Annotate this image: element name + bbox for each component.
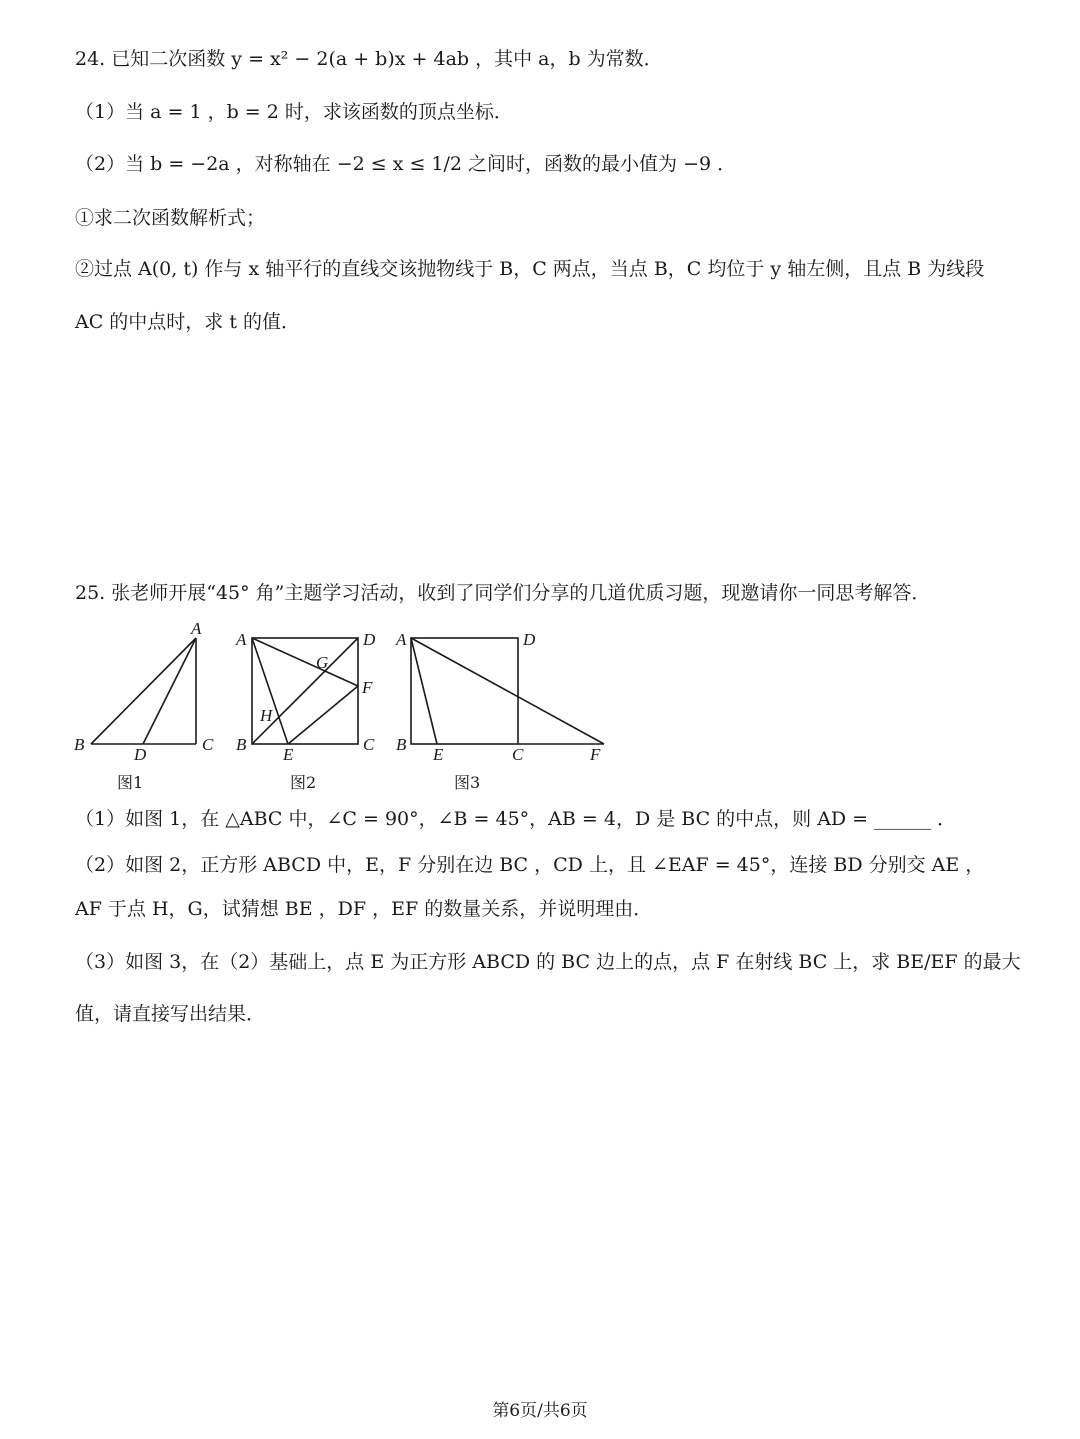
fig3-label-e: E	[433, 745, 444, 764]
fig2-label-h: H	[260, 706, 273, 725]
fig1-segment-ad	[143, 638, 196, 744]
fig1-label-b: B	[74, 735, 85, 754]
fig3-label-a: A	[396, 630, 407, 649]
q25-part3-line1: （3）如图 3，在（2）基础上，点 E 为正方形 ABCD 的 BC 边上的点，点 F 在射线 BC 上，求 BE/EF 的最大	[75, 951, 1021, 973]
q24-sub1: ①求二次函数解析式；	[75, 207, 266, 229]
fig3-label-f: F	[590, 745, 601, 764]
fig2-segment-ef	[288, 686, 358, 744]
fig3-caption: 图3	[454, 773, 481, 792]
q25-part3-line2: 值，请直接写出结果．	[75, 1003, 266, 1025]
fig3-label-c: C	[512, 745, 524, 764]
fig2-label-b: B	[236, 735, 247, 754]
fig3-square	[411, 638, 518, 744]
fig1-segment-ab	[91, 638, 196, 744]
fig2-label-d: D	[363, 630, 376, 649]
fig1-caption: 图1	[117, 773, 144, 792]
fig2-label-c: C	[363, 735, 375, 754]
fig1-label-a: A	[191, 619, 202, 638]
q24-stem: 24. 已知二次函数 y = x² − 2(a + b)x + 4ab ，其中 a，b 为常数．	[75, 48, 663, 70]
q25-part1: （1）如图 1，在 △ABC 中，∠C = 90°，∠B = 45°，AB = 4，D 是 BC 的中点，则 AD = ______ ．	[75, 808, 957, 830]
q24-sub2-line2: AC 的中点时，求 t 的值．	[75, 311, 301, 333]
q24-sub2-line1: ②过点 A(0, t) 作与 x 轴平行的直线交该抛物线于 B，C 两点，当点 B，C 均位于 y 轴左侧，且点 B 为线段	[75, 258, 985, 280]
fig3-label-b: B	[396, 735, 407, 754]
fig2-label-f: F	[362, 678, 373, 697]
fig3-segment-ae	[411, 638, 437, 744]
q24-part1: （1）当 a = 1 ，b = 2 时，求该函数的顶点坐标．	[75, 101, 513, 123]
q25-stem: 25. 张老师开展“45° 角”主题学习活动，收到了同学们分享的几道优质习题，现邀请你一同思考解答．	[75, 582, 931, 604]
page-footer: 第6页/共6页	[492, 1401, 588, 1421]
fig3-label-d: D	[523, 630, 536, 649]
fig2-label-g: G	[316, 653, 329, 672]
q25-part2-line2: AF 于点 H，G，试猜想 BE ，DF ，EF 的数量关系，并说明理由．	[75, 898, 653, 920]
fig3-segment-af	[411, 638, 604, 744]
fig2-segment-af	[252, 638, 358, 686]
q24-part2: （2）当 b = −2a ，对称轴在 −2 ≤ x ≤ 1/2 之间时，函数的最小值为 −9 ．	[75, 153, 737, 175]
fig2-label-a: A	[236, 630, 247, 649]
fig2-diagonal-bd	[252, 638, 358, 744]
fig2-label-e: E	[283, 745, 294, 764]
fig2-caption: 图2	[290, 773, 317, 792]
q25-part2-line1: （2）如图 2，正方形 ABCD 中，E，F 分别在边 BC ，CD 上，且 ∠EAF = 45°，连接 BD 分别交 AE ，	[75, 854, 985, 876]
fig1-label-c: C	[202, 735, 214, 754]
fig1-label-d: D	[134, 745, 147, 764]
fig2-segment-ae	[252, 638, 288, 744]
